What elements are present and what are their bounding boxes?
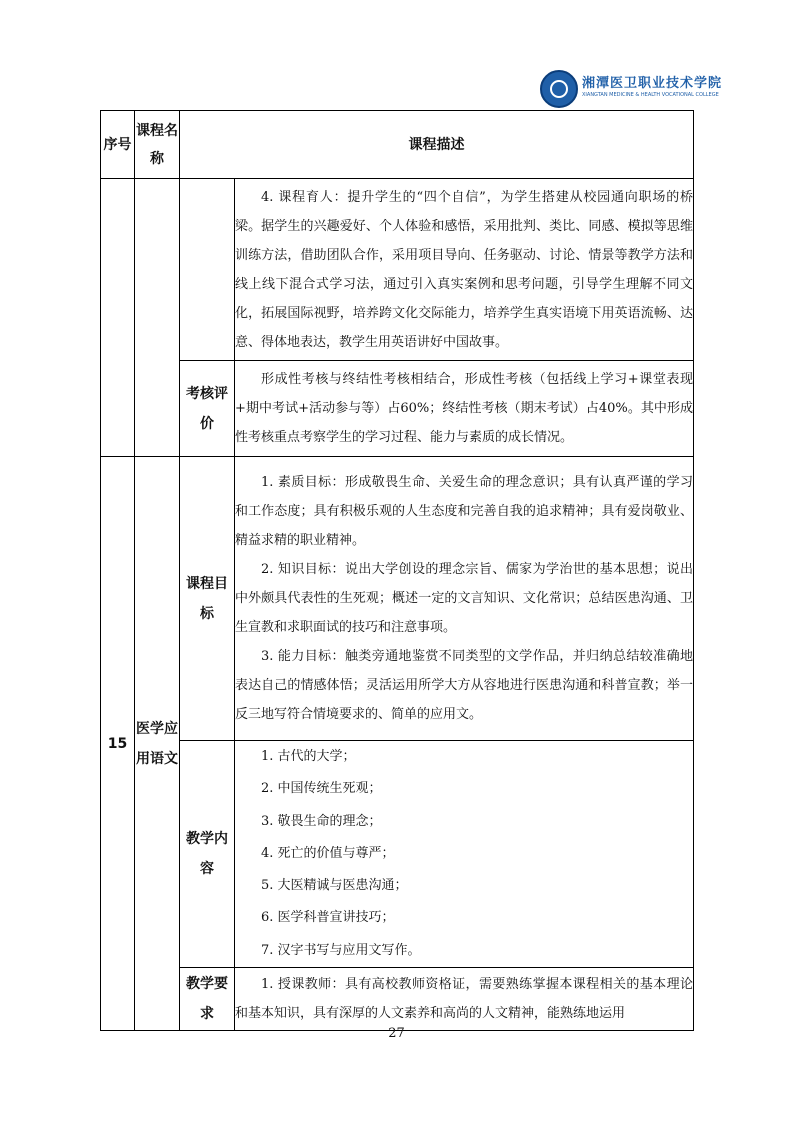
prev-name-cell [135, 179, 180, 457]
goal-text [235, 457, 694, 741]
eval-label: 考核评价 [180, 361, 235, 457]
table-row [101, 741, 694, 968]
table-row [101, 361, 694, 457]
header-course-desc: 课程描述 [180, 111, 694, 179]
page-number: 27 [388, 1026, 405, 1041]
req-text: 1. 授课教师：具有高校教师资格证，需要熟练掌握本课程相关的基本理论和基本知识，具有深厚的人文素养和高尚的人文精神，能熟练地运用 [235, 968, 694, 1031]
list-item: 3. 敬畏生命的理念； [261, 813, 382, 829]
prev-education-text: 4. 课程育人：提升学生的“四个自信”，为学生搭建从校园通向职场的桥梁。据学生的兴趣爱好、个人体验和感悟，采用批判、类比、同感、模拟等思维训练方法，借助团队合作，采用项目导向、任务驱动、讨论、情景等教学方法和线上线下混合式学习法，通过引入真实案例和思考问题，引导学生理解不同文化，拓展国际视野，培养跨文化交际能力，培养学生真实语境下用英语流畅、达意、得体地表达，教学生用英语讲好中国故事。 [235, 179, 694, 361]
goal-item: 3. 能力目标：触类旁通地鉴赏不同类型的文学作品，并归纳总结较准确地表达自己的情感体悟；灵活运用所学大方从容地进行医患沟通和科普宣教；举一反三地写符合情境要求的、简单的应用文。 [235, 649, 693, 722]
prev-no-cell [101, 179, 135, 457]
list-item: 5. 大医精诚与医患沟通； [261, 878, 408, 894]
list-item: 1. 古代的大学； [261, 749, 356, 764]
table-row [101, 968, 694, 1031]
logo-english-name: XIANGTAN MEDICINE & HEALTH VOCATIONAL COLLEGE [582, 92, 719, 98]
goal-item: 1. 素质目标：形成敬畏生命、关爱生命的理念意识；具有认真严谨的学习和工作态度；具有积极乐观的人生态度和完善自我的追求精神；具有爱岗敬业、精益求精的职业精神。 [235, 475, 693, 548]
header-serial-no: 序号 [101, 111, 135, 179]
eval-text: 形成性考核与终结性考核相结合，形成性考核（包括线上学习+课堂表现+期中考试+活动参与等）占60%；终结性考核（期末考试）占40%。其中形成性考核重点考察学生的学习过程、能力与素质的成长情况。 [235, 361, 694, 457]
list-item: 4. 死亡的价值与尊严； [261, 845, 395, 861]
req-label: 教学要求 [180, 968, 235, 1031]
content-label: 教学内容 [180, 741, 235, 968]
course-table [100, 110, 694, 1031]
content-list [235, 741, 694, 968]
goal-item: 2. 知识目标：说出大学创设的理念宗旨、儒家为学治世的基本思想；说出中外颇具代表性的生死观；概述一定的文言知识、文化常识；总结医患沟通、卫生宣教和求职面试的技巧和注意事项。 [235, 562, 693, 635]
course-number: 15 [101, 457, 135, 1031]
logo-chinese-name: 湘潭医卫职业技术学院 [582, 76, 723, 91]
goal-label: 课程目标 [180, 457, 235, 741]
course-name: 医学应用语文 [135, 457, 180, 1031]
college-logo [540, 68, 723, 110]
prev-label-cell [180, 179, 235, 361]
list-item: 6. 医学科普宣讲技巧； [261, 910, 395, 926]
table-header-row [101, 111, 694, 179]
header-course-name: 课程名称 [135, 111, 180, 179]
table-row [101, 457, 694, 741]
table-row [101, 179, 694, 361]
list-item: 7. 汉字书写与应用文写作。 [261, 942, 421, 958]
list-item: 2. 中国传统生死观； [261, 781, 382, 797]
college-emblem-icon [540, 70, 578, 108]
